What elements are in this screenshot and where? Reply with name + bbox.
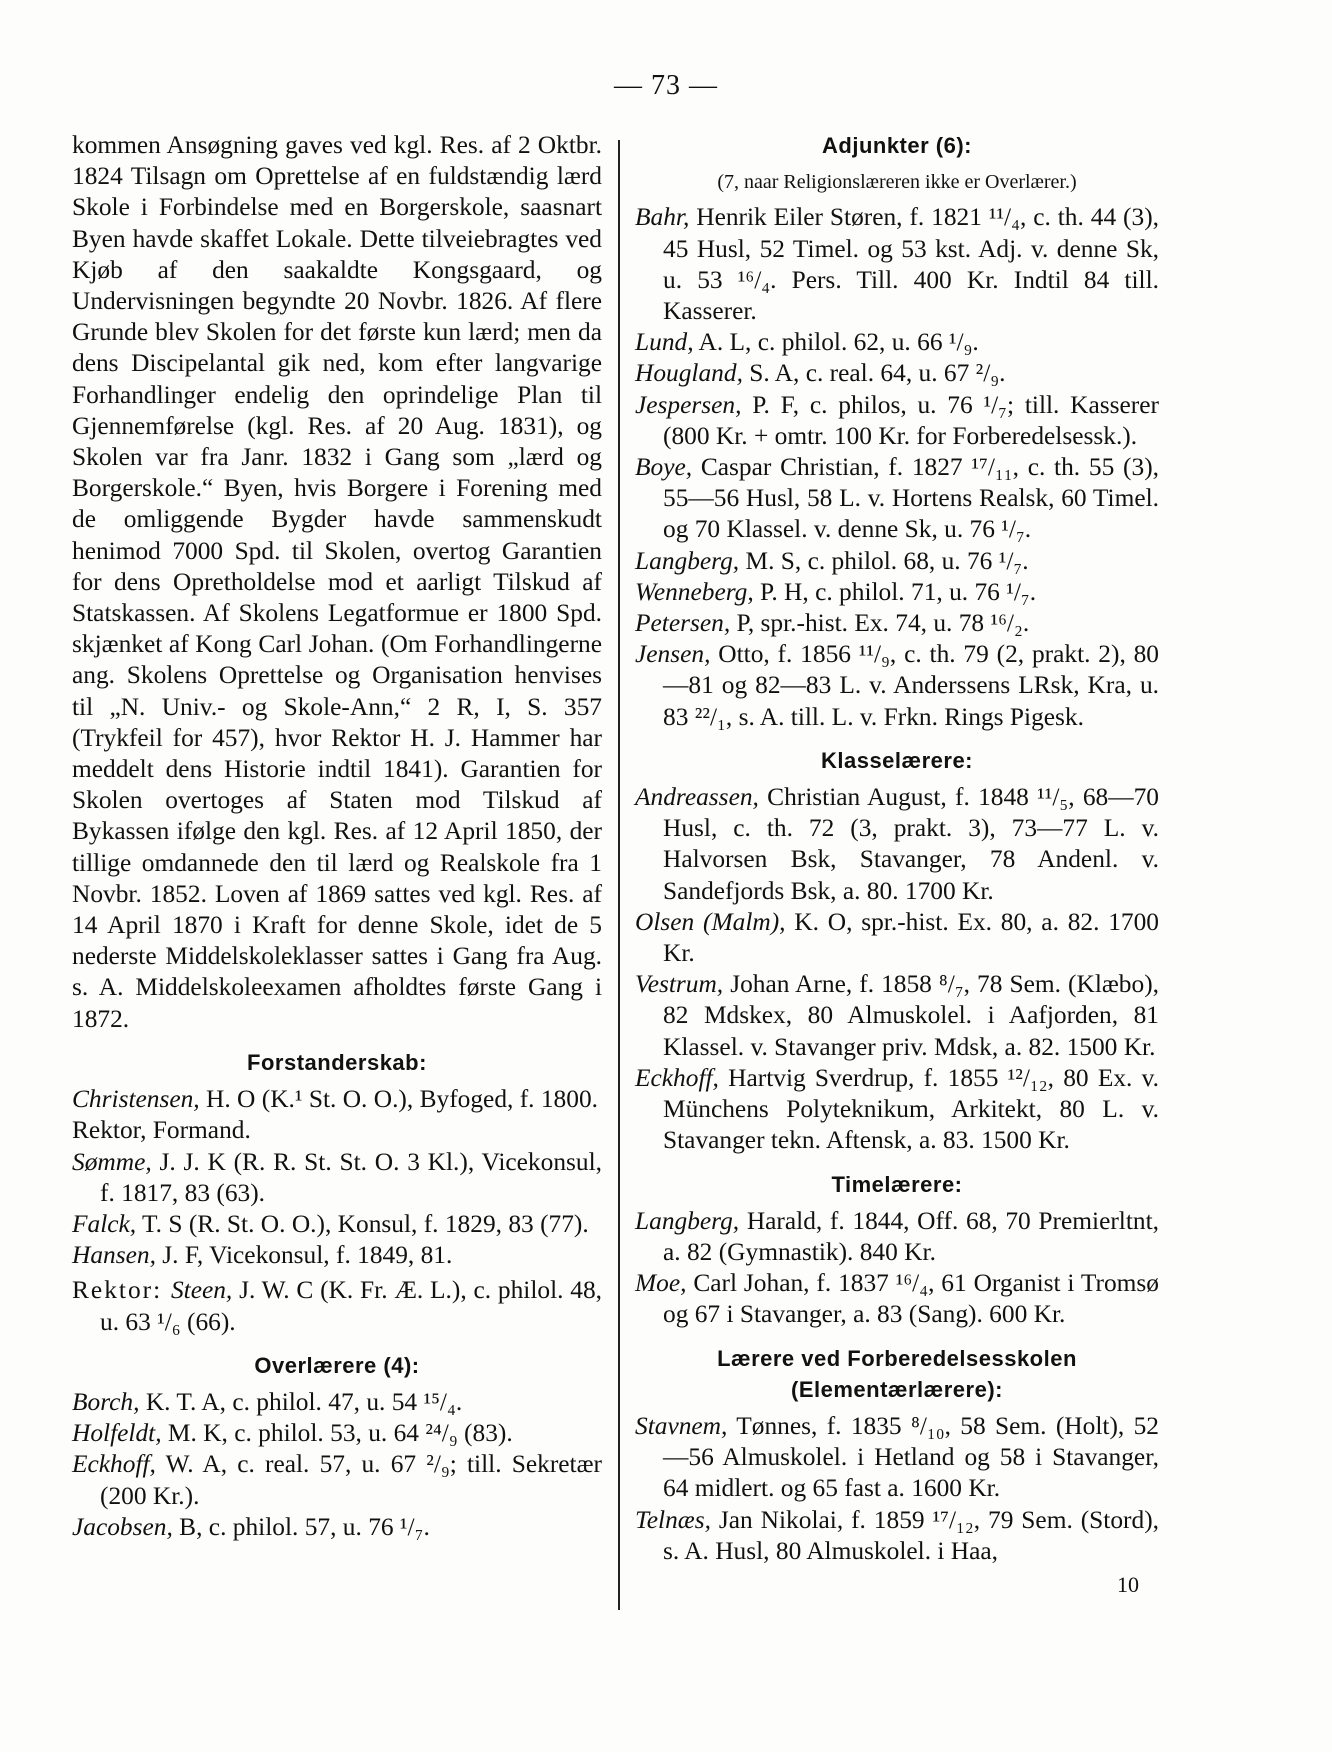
list-item: Hougland, S. A, c. real. 64, u. 67 ²/₉. (635, 359, 1006, 388)
intro-paragraph: kommen Ansøgning gaves ved kgl. Res. af 2 Oktbr. 1824 Tilsagn om Oprettelse af en fuldstændig lærd Skole i Forbindelse med en Borgerskole, saasnart Byen havde skaffet Lokale. Dette tilveiebragtes ved Kjøb af den saakaldte Kongsgaard, og Undervisningen begyndte 20 Novbr. 1826. Af flere Grunde blev Skolen for det første kun lærd; men da dens Discipelantal gik ned, kom efter langvarige Forhandlinger endelig den oprindelige Plan til Gjennemførelse (kgl. Res. af 20 Aug. 1831), og Skolen var fra Janr. 1832 i Gang som „lærd og Borgerskole.“ Byen, hvis Borgere i Forening med de omliggende Bygder havde sammenskudt henimod 7000 Spd. til Skolen, overtog Garantien for dens Opretholdelse mod et aarligt Tilskud af Statskassen. Af Skolens Legatformue er 1800 Spd. skjænket af Kong Carl Johan. (Om Forhandlingerne ang. Skolens Oprettelse og Organisation henvises til „N. Univ.- og Skole-Ann,“ 2 R, I, S. 357 (Trykfeil for 457), hvor Rektor H. J. Hammer har meddelt dens Historie indtil 1841). Garantien for Skolen overtoges af Staten mod Tilskud af Bykassen ifølge den kgl. Res. af 12 April 1850, der tillige omdannede den til lærd og Realskole fra 1 Novbr. 1852. Loven af 1869 sattes ved kgl. Res. af 14 April 1870 i Kraft for denne Skole, idet de 5 nederste Middelskoleklasser sattes i Gang fra Aug. s. A. Middelskoleexamen afholdtes første Gang i 1872. (72, 131, 602, 1033)
list-item: Rektor, Formand. (72, 1116, 251, 1145)
list-item: Wenneberg, P. H, c. philol. 71, u. 76 ¹/₇. (635, 577, 1037, 606)
forberedelsesskolen-heading: Lærere ved Forberedelsesskolen (Elementærlærere): (717, 1345, 1077, 1402)
adjunkter-heading: Adjunkter (6): (822, 133, 972, 158)
list-item: Jacobsen, B, c. philol. 57, u. 76 ¹/₇. (72, 1512, 430, 1541)
timelaerere-list (635, 1206, 1159, 1331)
list-item: Vestrum, Johan Arne, f. 1858 ⁸/₇, 78 Sem. (Klæbo), 82 Mdskex, 80 Almuskolel. i Aafjorden, 81 Klassel. v. Stavanger priv. Mdsk, a. 82. 1500 Kr. (635, 970, 1159, 1061)
timelaerere-heading: Timelærere: (831, 1171, 963, 1197)
forberedelsesskolen-list (635, 1411, 1159, 1567)
adjunkter-list (635, 202, 1159, 732)
list-item: Eckhoff, Hartvig Sverdrup, f. 1855 ¹²/₁₂, 80 Ex. v. Münchens Polyteknikum, Arkitekt, 80 L. v. Stavanger tekn. Aftensk, a. 83. 1500 Kr. (635, 1063, 1159, 1155)
rektor-entry: Rektor: Steen, J. W. C (K. Fr. Æ. L.), c. philol. 48, u. 63 ¹/₆ (66). (72, 1276, 602, 1336)
list-item: Eckhoff, W. A, c. real. 57, u. 67 ²/₉; till. Sekretær (200 Kr.). (72, 1450, 602, 1510)
list-item: Langberg, Harald, f. 1844, Off. 68, 70 Premierltnt, a. 82 (Gymnastik). 840 Kr. (635, 1206, 1159, 1266)
adjunkter-subheading: (7, naar Religionslæreren ikke er Overlærer.) (717, 171, 1077, 194)
list-item: Boye, Caspar Christian, f. 1827 ¹⁷/₁₁, c. th. 55 (3), 55—56 Husl, 58 L. v. Hortens Realsk, 60 Timel. og 70 Klassel. v. denne Sk, u. 76 ¹/₇. (635, 453, 1159, 544)
list-item: Hansen, J. F, Vicekonsul, f. 1849, 81. (72, 1241, 453, 1270)
overlaerere-list (72, 1387, 602, 1543)
list-item: Moe, Carl Johan, f. 1837 ¹⁶/₄, 61 Organist i Tromsø og 67 i Stavanger, a. 83 (Sang). 600 Kr. (635, 1269, 1159, 1329)
signature-mark: 10 (1117, 1571, 1139, 1597)
list-item: Borch, K. T. A, c. philol. 47, u. 54 ¹⁵/₄. (72, 1387, 463, 1416)
klasselaerere-heading: Klasselærere: (820, 747, 974, 773)
list-item: Holfeldt, M. K, c. philol. 53, u. 64 ²⁴/₉ (83). (72, 1419, 513, 1448)
list-item: Petersen, P, spr.-hist. Ex. 74, u. 78 ¹⁶/₂. (635, 609, 1030, 638)
page-number: — 73 — (614, 70, 718, 101)
list-item: Jensen, Otto, f. 1856 ¹¹/₉, c. th. 79 (2, prakt. 2), 80—81 og 82—83 L. v. Anderssens LRsk, Kra, u. 83 ²²/₁, s. A. till. L. v. Frkn. Rings Pigesk. (635, 640, 1159, 731)
list-item: Telnæs, Jan Nikolai, f. 1859 ¹⁷/₁₂, 79 Sem. (Stord), s. A. Husl, 80 Almuskolel. i Haa, (635, 1505, 1159, 1565)
overlaerere-heading: Overlærere (4): (254, 1352, 420, 1378)
list-item: Jespersen, P. F, c. philos, u. 76 ¹/₇; till. Kasserer (800 Kr. + omtr. 100 Kr. for Forberedelsessk.). (635, 390, 1159, 450)
klasselaerere-list (635, 782, 1159, 1156)
right-column (635, 130, 1159, 1600)
column-divider (618, 140, 620, 1610)
list-item: Lund, A. L, c. philol. 62, u. 66 ¹/₉. (635, 328, 979, 357)
list-item: Falck, T. S (R. St. O. O.), Konsul, f. 1829, 83 (77). (72, 1209, 589, 1238)
forstanderskab-list (72, 1084, 602, 1271)
list-item: Bahr, Henrik Eiler Støren, f. 1821 ¹¹/₄, c. th. 44 (3), 45 Husl, 52 Timel. og 53 kst. Adj. v. denne Sk, u. 53 ¹⁶/₄. Pers. Till. 400 Kr. Indtil 84 till. Kasserer. (635, 203, 1159, 326)
left-column (72, 130, 602, 1543)
list-item: Stavnem, Tønnes, f. 1835 ⁸/₁₀, 58 Sem. (Holt), 52—56 Almuskolel. i Hetland og 58 i Stavanger, 64 midlert. og 65 fast a. 1600 Kr. (635, 1411, 1159, 1503)
list-item: Olsen (Malm), K. O, spr.-hist. Ex. 80, a. 82. 1700 Kr. (635, 907, 1159, 968)
forstanderskab-heading: Forstanderskab: (247, 1049, 427, 1075)
list-item: Langberg, M. S, c. philol. 68, u. 76 ¹/₇. (635, 546, 1029, 575)
list-item: Christensen, H. O (K.¹ St. O. O.), Byfoged, f. 1800. (72, 1085, 598, 1114)
list-item: Sømme, J. J. K (R. R. St. St. O. 3 Kl.), Vicekonsul, f. 1817, 83 (63). (72, 1147, 602, 1207)
list-item: Andreassen, Christian August, f. 1848 ¹¹/₅, 68—70 Husl, c. th. 72 (3, prakt. 3), 73—77 L. v. Halvorsen Bsk, Stavanger, 78 Andenl. v. Sandefjords Bsk, a. 80. 1700 Kr. (635, 783, 1159, 905)
